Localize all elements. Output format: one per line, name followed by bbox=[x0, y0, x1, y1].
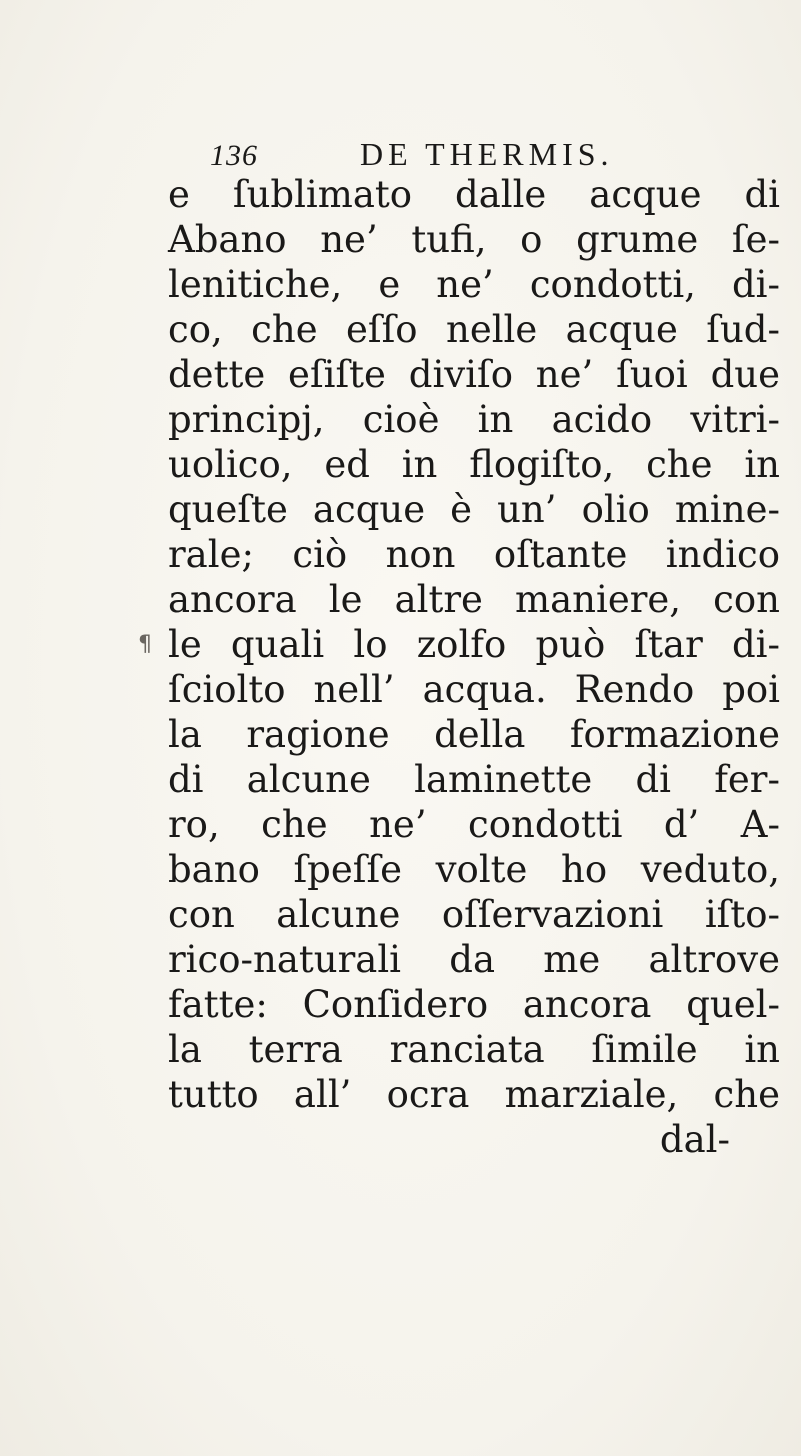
catchword: dal- bbox=[659, 1118, 730, 1161]
text-line: ancora le altre maniere, con bbox=[168, 578, 780, 621]
running-head bbox=[210, 136, 614, 174]
text-line: dette eſiſte diviſo ne’ ſuoi due bbox=[168, 353, 780, 396]
text-line: la terra ranciata ſimile in bbox=[168, 1028, 780, 1071]
text-line: Abano ne’ tufi, o grume ſe- bbox=[168, 218, 780, 261]
text-line: principj, cioè in acido vitri- bbox=[168, 398, 780, 441]
text-line: di alcune laminette di fer- bbox=[168, 758, 780, 801]
page-number: 136 bbox=[210, 139, 258, 172]
text-line: bano ſpeſſe volte ho veduto, bbox=[168, 848, 780, 891]
body-text bbox=[168, 172, 780, 1162]
text-line: tutto all’ ocra marziale, che bbox=[168, 1073, 780, 1116]
text-line: co, che eſſo nelle acque ſud- bbox=[168, 308, 780, 351]
text-line: ſciolto nell’ acqua. Rendo poi bbox=[168, 668, 780, 711]
text-line: con alcune oſſervazioni iſto- bbox=[168, 893, 780, 936]
text-line: le quali lo zolfo può ſtar di- bbox=[168, 623, 780, 666]
text-line: rico-naturali da me altrove bbox=[168, 938, 780, 981]
text-line: uolico, ed in flogiſto, che in bbox=[168, 443, 780, 486]
text-line: fatte: Conſidero ancora quel- bbox=[168, 983, 780, 1026]
text-line: lenitiche, e ne’ condotti, di- bbox=[168, 263, 780, 306]
text-line: queſte acque è un’ olio mine- bbox=[168, 488, 780, 531]
text-line: ro, che ne’ condotti d’ A- bbox=[168, 803, 780, 846]
text-line: e ſublimato dalle acque di bbox=[168, 173, 780, 216]
text-line: la ragione della formazione bbox=[168, 713, 780, 756]
text-line: rale; ciò non oſtante indico bbox=[168, 533, 780, 576]
running-title: DE THERMIS. bbox=[360, 136, 614, 172]
marginal-mark: ¶ bbox=[138, 632, 152, 657]
